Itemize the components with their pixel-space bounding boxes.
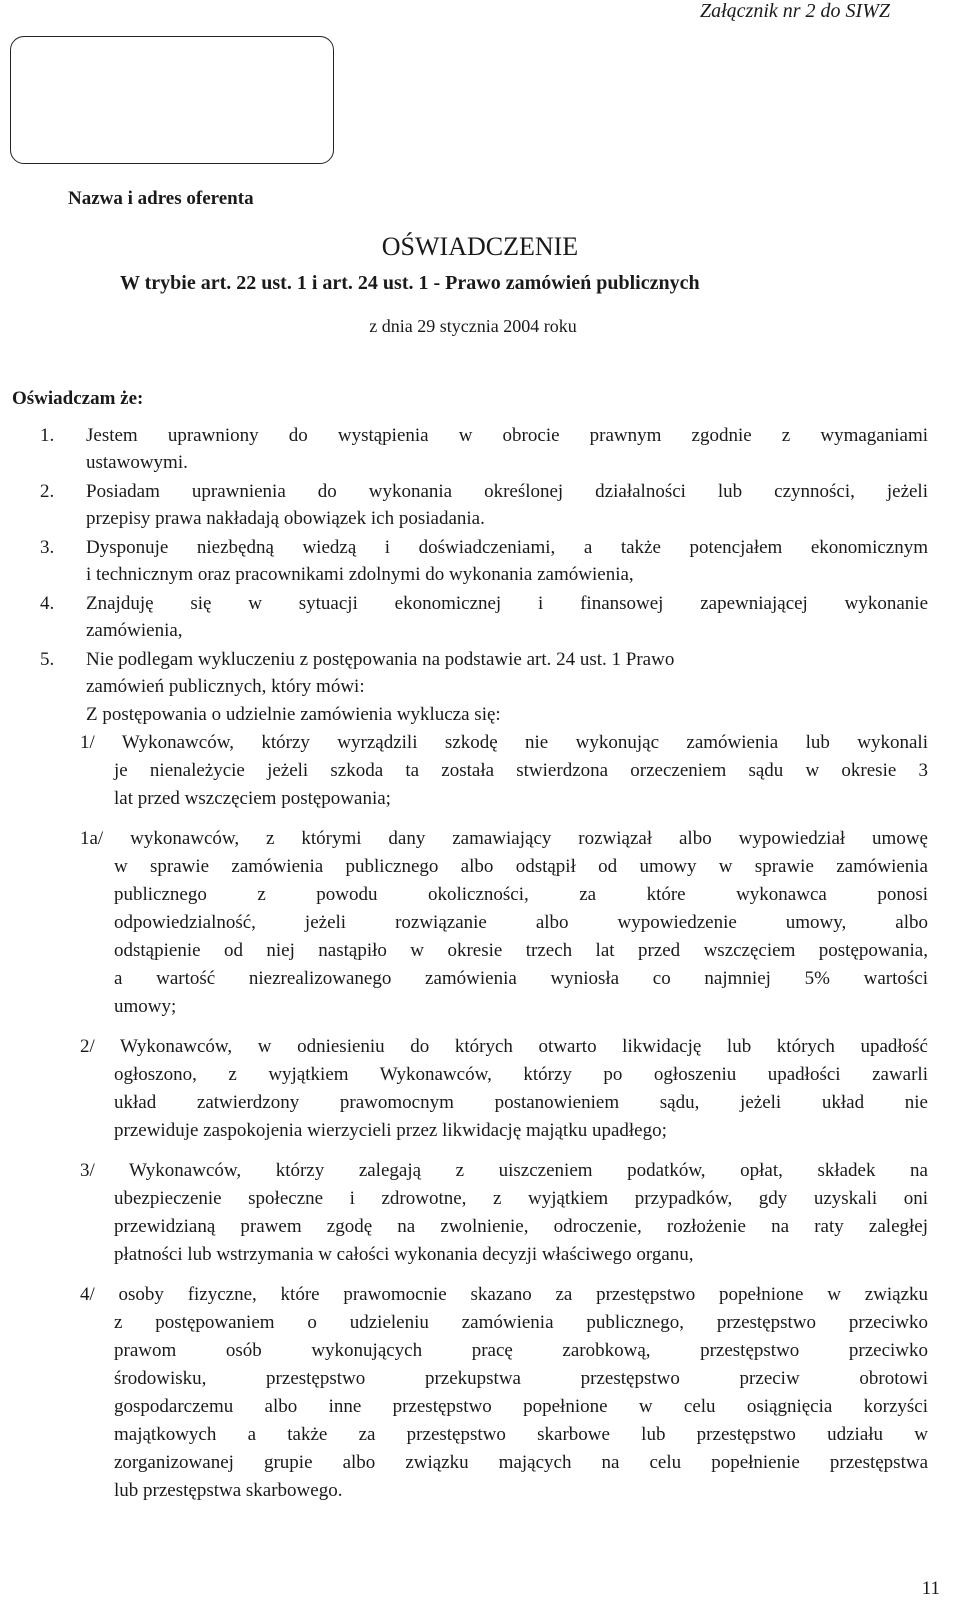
subpoint-line: układ zatwierdzony prawomocnym postanowieniem sądu, jeżeli układ nie [114,1092,928,1113]
subpoint-line: ogłoszono, z wyjątkiem Wykonawców, którzy po ogłoszeniu upadłości zawarli [114,1064,928,1085]
list-item-number: 5. [40,649,55,670]
document-title: OŚWIADCZENIE [381,232,579,261]
subpoint-line: lat przed wszczęciem postępowania; [114,788,391,809]
list-item-number: 2. [40,481,55,502]
page-number: 11 [921,1578,940,1599]
subpoint-line: odpowiedzialność, jeżeli rozwiązanie albo wypowiedzenie umowy, albo [114,912,928,933]
bidder-stamp-box [10,36,334,164]
list-item-line: Dysponuje niezbędną wiedzą i doświadczeniami, a także potencjałem ekonomicznym [86,537,928,558]
subpoint-first-line: 2/ Wykonawców, w odniesieniu do których otwarto likwidację lub których upadłość [80,1036,928,1057]
subpoint-line: zorganizowanej grupie albo związku mających na celu popełnienie przestępstwa [114,1452,928,1473]
subpoint-line: w sprawie zamówienia publicznego albo odstąpił od umowy w sprawie zamówienia [114,856,928,877]
list-item-number: 4. [40,593,55,614]
subpoint-first-line: 1/ Wykonawców, którzy wyrządzili szkodę nie wykonując zamówienia lub wykonali [80,732,928,753]
list-item-number: 1. [40,425,55,446]
subpoint-line: publicznego z powodu okoliczności, za które wykonawca ponosi [114,884,928,905]
subpoint-line: z postępowaniem o udzieleniu zamówienia publicznego, przestępstwo przeciwko [114,1312,928,1333]
subpoint-line: a wartość niezrealizowanego zamówienia wyniosła co najmniej 5% wartości [114,968,928,989]
subpoint-line: umowy; [114,996,177,1017]
subpoint-line: środowisku, przestępstwo przekupstwa przestępstwo przeciw obrotowi [114,1368,928,1389]
list-item-line: zamówienia, [86,620,183,641]
attachment-label: Załącznik nr 2 do SIWZ [700,0,890,22]
list-item-line: zamówień publicznych, który mówi: [86,676,365,697]
subpoint-first-line: 4/ osoby fizyczne, które prawomocnie skazano za przestępstwo popełnione w związku [80,1284,928,1305]
subpoint-line: prawom osób wykonujących pracę zarobkową, przestępstwo przeciwko [114,1340,928,1361]
list-item-line: Nie podlegam wykluczeniu z postępowania na podstawie art. 24 ust. 1 Prawo [86,649,675,670]
declaration-lead: Oświadczam że: [12,388,144,409]
subpoint-line: przewiduje zaspokojenia wierzycieli przez likwidację majątku upadłego; [114,1120,667,1141]
subpoint-line: lub przestępstwa skarbowego. [114,1480,343,1501]
bidder-name-label: Nazwa i adres oferenta [68,188,254,209]
subpoint-first-line: 1a/ wykonawców, z którymi dany zamawiający rozwiązał albo wypowiedział umowę [80,828,928,849]
list-item-line: Posiadam uprawnienia do wykonania określonej działalności lub czynności, jeżeli [86,481,928,502]
document-subtitle: W trybie art. 22 ust. 1 i art. 24 ust. 1 - Prawo zamówień publicznych [120,272,700,294]
list-item-line: przepisy prawa nakładają obowiązek ich posiadania. [86,508,485,529]
subpoint-line: majątkowych a także za przestępstwo skarbowe lub przestępstwo udziału w [114,1424,928,1445]
subpoint-line: gospodarczemu albo inne przestępstwo popełnione w celu osiągnięcia korzyści [114,1396,928,1417]
list-item-line: Z postępowania o udzielnie zamówienia wyklucza się: [86,704,501,725]
list-item-number: 3. [40,537,55,558]
subpoint-line: je nienależycie jeżeli szkoda ta została stwierdzona orzeczeniem sądu w okresie 3 [114,760,928,781]
subpoint-line: płatności lub wstrzymania w całości wykonania decyzji właściwego organu, [114,1244,694,1265]
subpoint-first-line: 3/ Wykonawców, którzy zalegają z uiszczeniem podatków, opłat, składek na [80,1160,928,1181]
list-item-line: Jestem uprawniony do wystąpienia w obrocie prawnym zgodnie z wymaganiami [86,425,928,446]
subpoint-line: ubezpieczenie społeczne i zdrowotne, z wyjątkiem przypadków, gdy uzyskali oni [114,1188,928,1209]
subpoint-line: przewidzianą prawem zgodę na zwolnienie, odroczenie, rozłożenie na raty zaległej [114,1216,928,1237]
document-subtitle-date: z dnia 29 stycznia 2004 roku [369,316,577,336]
list-item-line: ustawowymi. [86,452,188,473]
list-item-line: i technicznym oraz pracownikami zdolnymi do wykonania zamówienia, [86,564,634,585]
list-item-line: Znajduję się w sytuacji ekonomicznej i finansowej zapewniającej wykonanie [86,593,928,614]
subpoint-line: odstąpienie od niej nastąpiło w okresie trzech lat przed wszczęciem postępowania, [114,940,928,961]
